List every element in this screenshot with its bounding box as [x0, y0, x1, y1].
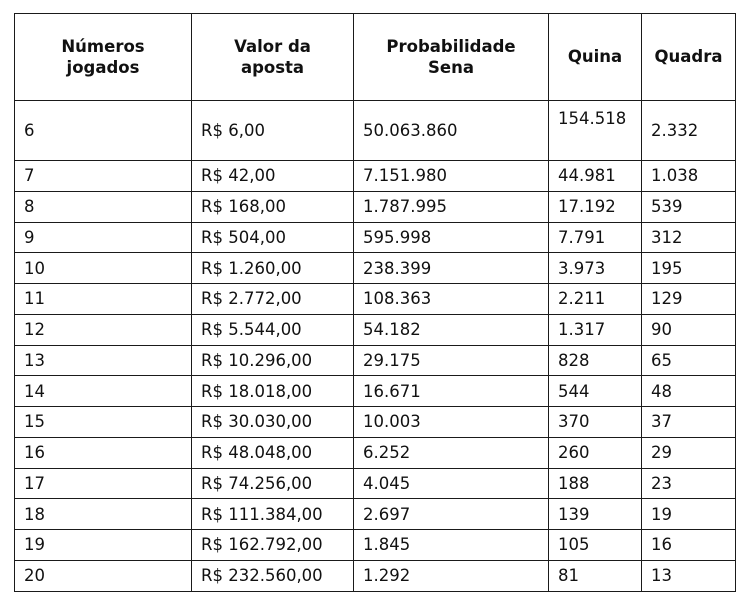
cell-probabilidade-sena: 7.151.980 — [354, 161, 549, 192]
cell-valor-aposta: R$ 232.560,00 — [192, 560, 354, 591]
cell-probabilidade-sena: 1.845 — [354, 530, 549, 561]
cell-probabilidade-sena: 50.063.860 — [354, 101, 549, 161]
cell-valor-aposta: R$ 18.018,00 — [192, 376, 354, 407]
cell-probabilidade-sena: 6.252 — [354, 437, 549, 468]
cell-probabilidade-sena: 10.003 — [354, 407, 549, 438]
table-row — [15, 437, 736, 468]
cell-probabilidade-sena: 1.292 — [354, 560, 549, 591]
cell-quadra: 29 — [642, 437, 736, 468]
column-header-line: Quadra — [654, 47, 723, 67]
cell-quadra: 23 — [642, 468, 736, 499]
cell-probabilidade-sena: 16.671 — [354, 376, 549, 407]
cell-quadra: 129 — [642, 284, 736, 315]
cell-quina: 105 — [549, 530, 642, 561]
cell-valor-aposta: R$ 168,00 — [192, 191, 354, 222]
column-header-line: Quina — [567, 47, 623, 67]
cell-quadra: 539 — [642, 191, 736, 222]
header-row — [15, 14, 736, 101]
cell-numeros-jogados: 12 — [15, 314, 192, 345]
cell-quadra: 195 — [642, 253, 736, 284]
cell-quina: 1.317 — [549, 314, 642, 345]
cell-valor-aposta: R$ 111.384,00 — [192, 499, 354, 530]
cell-valor-aposta: R$ 2.772,00 — [192, 284, 354, 315]
cell-numeros-jogados: 9 — [15, 222, 192, 253]
cell-valor-aposta: R$ 10.296,00 — [192, 345, 354, 376]
cell-numeros-jogados: 14 — [15, 376, 192, 407]
column-header-line: Números — [61, 36, 145, 56]
cell-numeros-jogados: 13 — [15, 345, 192, 376]
cell-valor-aposta: R$ 5.544,00 — [192, 314, 354, 345]
header-quadra — [642, 14, 736, 101]
cell-quina: 139 — [549, 499, 642, 530]
header-quina — [549, 14, 642, 101]
table-body — [15, 101, 736, 592]
cell-numeros-jogados: 19 — [15, 530, 192, 561]
cell-probabilidade-sena: 29.175 — [354, 345, 549, 376]
cell-valor-aposta: R$ 74.256,00 — [192, 468, 354, 499]
cell-quadra: 65 — [642, 345, 736, 376]
column-header-line: jogados — [66, 58, 140, 77]
cell-valor-aposta: R$ 48.048,00 — [192, 437, 354, 468]
cell-quadra: 1.038 — [642, 161, 736, 192]
cell-quina: 2.211 — [549, 284, 642, 315]
cell-probabilidade-sena: 1.787.995 — [354, 191, 549, 222]
column-header-line: aposta — [240, 58, 305, 77]
cell-valor-aposta: R$ 162.792,00 — [192, 530, 354, 561]
cell-numeros-jogados: 6 — [15, 101, 192, 161]
cell-probabilidade-sena: 4.045 — [354, 468, 549, 499]
cell-probabilidade-sena: 238.399 — [354, 253, 549, 284]
cell-quadra: 90 — [642, 314, 736, 345]
cell-probabilidade-sena: 54.182 — [354, 314, 549, 345]
table-row — [15, 376, 736, 407]
cell-quina: 828 — [549, 345, 642, 376]
table-row — [15, 345, 736, 376]
cell-numeros-jogados: 7 — [15, 161, 192, 192]
cell-valor-aposta: R$ 6,00 — [192, 101, 354, 161]
cell-numeros-jogados: 15 — [15, 407, 192, 438]
column-header-line: Probabilidade — [386, 36, 516, 56]
cell-quadra: 37 — [642, 407, 736, 438]
cell-quina: 44.981 — [549, 161, 642, 192]
cell-numeros-jogados: 20 — [15, 560, 192, 591]
cell-valor-aposta: R$ 42,00 — [192, 161, 354, 192]
table-row — [15, 253, 736, 284]
cell-valor-aposta: R$ 1.260,00 — [192, 253, 354, 284]
table-row — [15, 101, 736, 161]
header-valor-aposta — [192, 14, 354, 101]
cell-quina: 7.791 — [549, 222, 642, 253]
cell-numeros-jogados: 17 — [15, 468, 192, 499]
cell-numeros-jogados: 18 — [15, 499, 192, 530]
cell-quadra: 48 — [642, 376, 736, 407]
table-row — [15, 530, 736, 561]
cell-quina: 260 — [549, 437, 642, 468]
table-row — [15, 499, 736, 530]
cell-quina: 188 — [549, 468, 642, 499]
cell-quina: 81 — [549, 560, 642, 591]
table-header — [15, 14, 736, 101]
table-row — [15, 161, 736, 192]
cell-quina: 370 — [549, 407, 642, 438]
column-header-line: Valor da — [234, 36, 311, 56]
cell-valor-aposta: R$ 504,00 — [192, 222, 354, 253]
cell-probabilidade-sena: 2.697 — [354, 499, 549, 530]
cell-quadra: 2.332 — [642, 101, 736, 161]
cell-quina: 544 — [549, 376, 642, 407]
table-row — [15, 284, 736, 315]
table-row — [15, 560, 736, 591]
table-row — [15, 468, 736, 499]
table-row — [15, 314, 736, 345]
cell-quadra: 312 — [642, 222, 736, 253]
cell-quadra: 16 — [642, 530, 736, 561]
cell-probabilidade-sena: 595.998 — [354, 222, 549, 253]
cell-quadra: 13 — [642, 560, 736, 591]
table-row — [15, 222, 736, 253]
cell-numeros-jogados: 11 — [15, 284, 192, 315]
cell-quina: 3.973 — [549, 253, 642, 284]
column-header-line: Sena — [428, 58, 474, 77]
cell-numeros-jogados: 16 — [15, 437, 192, 468]
cell-quadra: 19 — [642, 499, 736, 530]
cell-quina: 154.518 — [549, 101, 642, 161]
cell-numeros-jogados: 10 — [15, 253, 192, 284]
cell-quina: 17.192 — [549, 191, 642, 222]
cell-valor-aposta: R$ 30.030,00 — [192, 407, 354, 438]
lottery-odds-table — [14, 13, 736, 592]
cell-numeros-jogados: 8 — [15, 191, 192, 222]
table-row — [15, 407, 736, 438]
header-probabilidade-sena — [354, 14, 549, 101]
header-numeros-jogados — [15, 14, 192, 101]
table-row — [15, 191, 736, 222]
cell-probabilidade-sena: 108.363 — [354, 284, 549, 315]
